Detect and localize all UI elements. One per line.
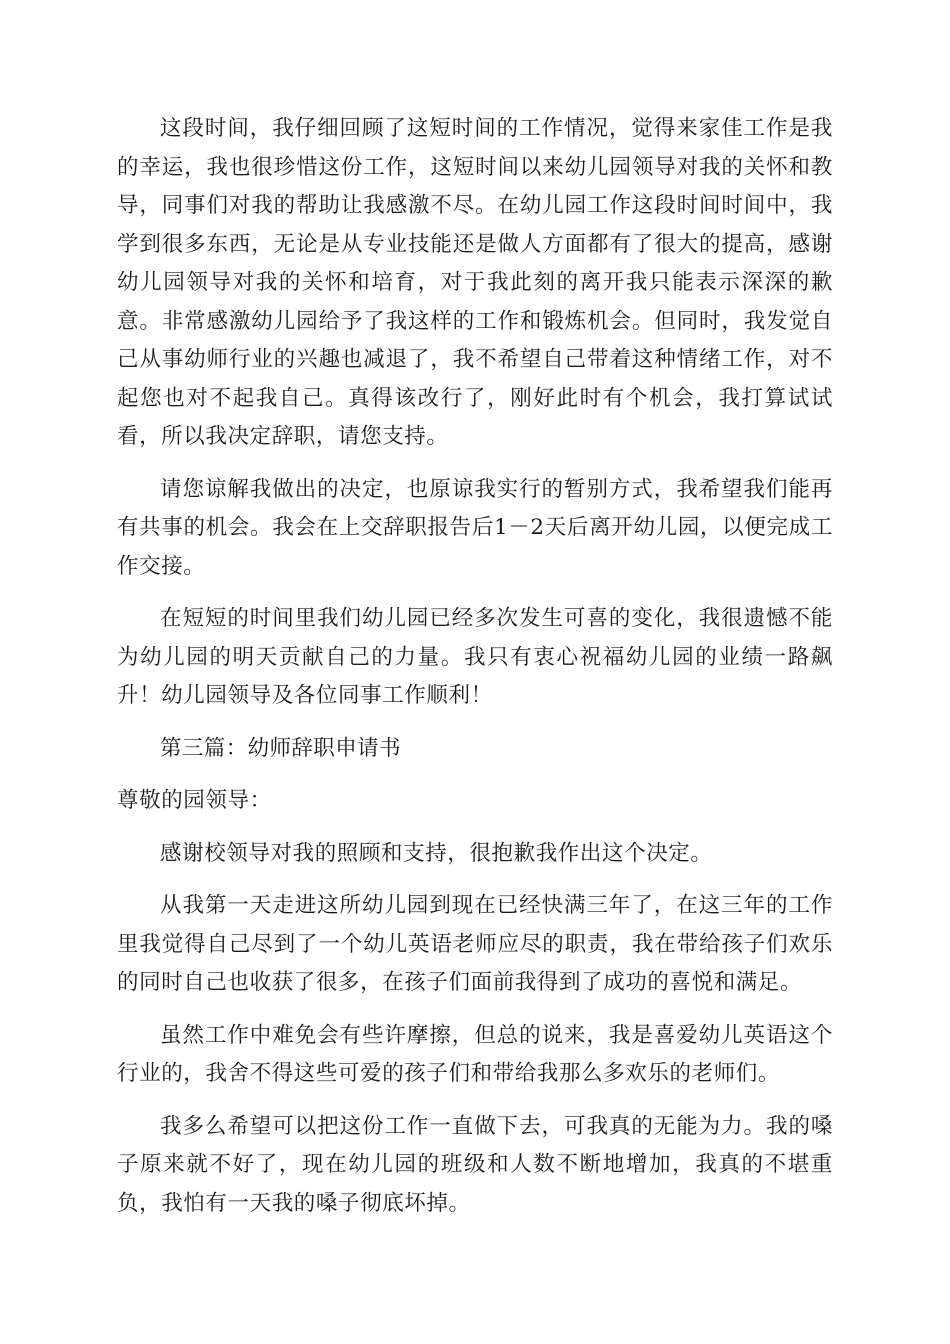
paragraph-love-of-work: 虽然工作中难免会有些许摩擦，但总的说来，我是喜爱幼儿英语这个行业的，我舍不得这些可爱的孩子们和带给我那么多欢乐的老师们。 xyxy=(117,1022,833,1086)
paragraph-health-reason: 我多么希望可以把这份工作一直做下去，可我真的无能为力。我的嗓子原来就不好了，现在幼儿园的班级和人数不断地增加，我真的不堪重负，我怕有一天我的嗓子彻底坏掉。 xyxy=(117,1113,833,1216)
paragraph-three-years: 从我第一天走进这所幼儿园到现在已经快满三年了，在这三年的工作里我觉得自己尽到了一个幼儿英语老师应尽的职责，我在带给孩子们欢乐的同时自己也收获了很多，在孩子们面前我得到了成功的喜悦和满足。 xyxy=(117,893,833,995)
paragraph-thanks: 感谢校领导对我的照顾和支持，很抱歉我作出这个决定。 xyxy=(160,840,713,866)
paragraph-understanding-and-handover: 请您谅解我做出的决定，也原谅我实行的暂别方式，我希望我们能再有共事的机会。我会在上交辞职报告后1－2天后离开幼儿园，以便完成工作交接。 xyxy=(117,476,833,579)
section-heading: 第三篇：幼师辞职申请书 xyxy=(160,735,401,761)
paragraph-best-wishes: 在短短的时间里我们幼儿园已经多次发生可喜的变化，我很遗憾不能为幼儿园的明天贡献自己的力量。我只有衷心祝福幼儿园的业绩一路飙升！幼儿园领导及各位同事工作顺利！ xyxy=(117,606,833,708)
salutation: 尊敬的园领导： xyxy=(117,788,272,813)
document-body xyxy=(117,110,833,1237)
paragraph-gratitude-and-reason: 这段时间，我仔细回顾了这短时间的工作情况，觉得来家佳工作是我的幸运，我也很珍惜这份工作，这短时间以来幼儿园领导对我的关怀和教导，同事们对我的帮助让我感激不尽。在幼儿园工作这段时间时间中，我学到很多东西，无论是从专业技能还是做人方面都有了很大的提高，感谢幼儿园领导对我的关怀和培育，对于我此刻的离开我只能表示深深的歉意。非常感激幼儿园给予了我这样的工作和锻炼机会。但同时，我发觉自己从事幼师行业的兴趣也减退了，我不希望自己带着这种情绪工作，对不起您也对不起我自己。真得该改行了，刚好此时有个机会，我打算试试看，所以我决定辞职，请您支持。 xyxy=(117,116,833,449)
